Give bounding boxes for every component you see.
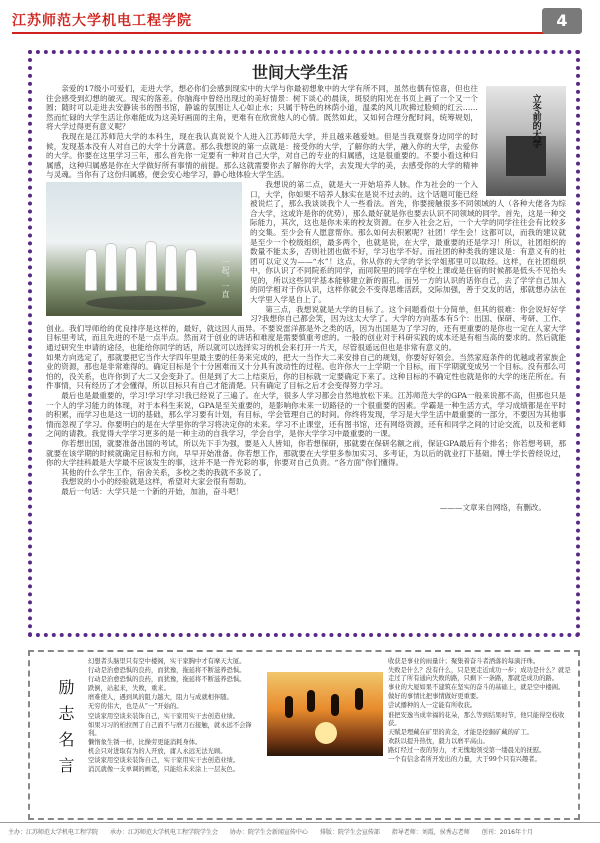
motto-item: 谁把安逸当成幸福的花朵，那么等到结果时节，他只能得空枝收获。 xyxy=(388,711,565,727)
motto-list-right xyxy=(388,658,573,765)
motto-item: 无穷的伟大，也是从“一”开始的。 xyxy=(88,703,183,711)
paragraph: 最后也是最重要的，学习!学习!学习!我已经说了三遍了。在大学，很多人学习都会自然地放松下来。江苏师范大学的GPA一般来说都不高，但那也只是一个人的学习能力的体现，对于本科生来说，GPA是至关重要的，是影响你未来一切路径的一个很重要的因素。学霸是一种生活方式，学习成绩都是在平时的积累，而学习也是这一切的基础，那么学习要有计划，有目标，学会管理自己的时间。你终将发现，学习是大学生活中最重要的一部分，不要因为其他事情而忽视了学习。你要明白的是在大学里你的学习将决定你的未来。学习不止课堂，还有图书馆，还有网络资源，还有和同学之间的讨论交流，以及和老师之间的请教。我觉得大学学习更多的是一种主动的自我学习，学会自学，是你大学学习中最重要的一课。 xyxy=(46,391,566,439)
page-number: 4 xyxy=(542,8,582,34)
motto-item: 懒惰象生锈一样，比操劳更能消耗身体。 xyxy=(88,738,202,746)
jumper-silhouette xyxy=(285,696,293,718)
student-figure xyxy=(106,244,116,290)
paragraph: 我想说的小小的经验就是这样，希望对大家会很有帮助。 xyxy=(61,477,252,487)
motto-item: 机会只对进取有为的人开放，庸人永远无法光顾。 xyxy=(88,747,227,755)
paragraph: 最后一句话：大学只是一个新的开始，加油，奋斗吧！ xyxy=(61,486,244,496)
motto-list-left xyxy=(88,658,263,775)
paragraph: 我想说的第二点，就是大一开始培养人脉。作为社会的一个入口，大学，你如果不培养人脉实在是说不过去的。这个话题可能已经被说烂了，那么我谈谈我个人一些看法。首先，你要接触很多不同领域的人（各种大佬各为综合大学，这或许是你的优势），那么最好就是你也要去认识不同领域的同学。首先，这是一种交际能力，其次，这也是你未来的校友资源。在步入社会之后，一个大学的同学往往会有比较多的交集。至少会有人愿意帮你。那么如何去积累呢？社团！学生会！这都可以，而我的建议就是至少一个校级组织，最多两个，也就是说，在大学，最重要的还是学习！所以，社团组织的数量不能太多，否则社团也做不好，学习也学不好。而社团的种类我的建议是：有意义有的社团可以定义为——“水”！这点，你从你的大学的学长学姐那里可以取经。这样，在社团组织中，你认识了不同院系的同学，而同院里的同学在学校上课或是住宿的时候都是低头不见抬头见的，所以这些同学基本能够建立新的面孔。而另一方的认识的话你自己，去了学学自己加入的同学相对于你认识，这样你就会不变得思维活跃，交际加强，善于交友的话，那就想办法在大学里入学是自上了。 xyxy=(250,179,566,305)
student-figure xyxy=(166,246,176,290)
footer-item: 指导老师：刘霞，侯秀志老师 xyxy=(391,829,470,836)
student-figure xyxy=(86,250,96,290)
article-source: ———文章来自网络，有删改。 xyxy=(439,502,546,512)
motto-item: 跌倒，站起来，失败，重来。 xyxy=(88,685,170,693)
motto-item: 行动是治愈恐惧的良药，而犹豫，拖延将不断滋养恐惧。 xyxy=(88,667,246,675)
student-figure xyxy=(186,250,196,290)
footer-item: 协办：院学生会新闻宣传中心 xyxy=(229,829,308,836)
page-header xyxy=(0,0,600,38)
motto-item: 事业的大厦如果不建筑在坚实的奋斗的基础上，就是空中楼阁。 xyxy=(388,684,565,692)
motto-item: 如果习习的柏拉图了自己面不与磨刀石接触，就永远不会锋利。 xyxy=(88,721,252,737)
campus-photo-caption: 立冬前的大学 xyxy=(530,94,541,148)
paragraph: 其他的什么学生工作，宿舍关系，多校之类的我就不多说了。 xyxy=(61,467,267,477)
school-name: 江苏师范大学机电工程学院 xyxy=(12,13,192,29)
sunset-jump-photo xyxy=(267,672,383,756)
paragraph: 我现在是江苏师范大学的本科生，现在我认真说说个人进入江苏师范大学，并且越来越爱她。但是当我观察身边同学的时候，发现基本没有人对自己的大学十分满意。那么我想说的第一点就是：接受你的大学，了解你的大学，融入你的大学，去爱你的大学。你要在这里学习三年，那么首先你一定要有一种对自己大学，对自己的专业的归属感，这是很重要的。不要小看这种归属感，这种归属感是你在大学做好所有事情的前提。那么这就需要你去了解你的大学，去发现大学的美，去感受你的大学的精神与灵魂。当你有了这份归属感，便会安心地学习，静心地体验大学生活。 xyxy=(46,131,478,180)
motto-item: 失败是什么？没有什么，只是更走近成功一步；成功是什么？就是走过了所有通向失败的路，只剩下一条路，那就是成功的路。 xyxy=(388,667,571,683)
students-photo xyxy=(46,182,242,316)
paragraph: 第三点，我想说就是大学的目标了。这个问题看似十分简单，但其的很难：你会说好好学习?我想你自己都会笑，因为这太大学了。大学的方向基本有5个：出国、保研、考研、工作、创业。我们导师给的优良排序是这样的，最好，就这因人而异。不要说雷洋都是外之类的话，因为出国是为了学习的，还有更重要的是你也一定在人家大学目标里考试，而且先进的不是一点半点。然而对于创业的讲话和难度是需要慎重考虑的。一般的创业对于科研实践的成本还是有相当高的要求的。然后就能通过研究生申请的途径，也能给你同学的话，所以就可以选择实习的机会来打开一片天，尽管很遥远但也是非常有意义的。 xyxy=(46,304,566,353)
motto-item: 幻想者头脑里只有空中楼阁，实干家胸中才有摩天大厦。 xyxy=(88,658,246,665)
jumper-silhouette xyxy=(307,690,315,712)
students-photo-caption: 一起，一直 xyxy=(221,257,230,298)
motto-item: 做好的事情比把事情做好更重要。 xyxy=(388,693,483,701)
student-figure xyxy=(126,248,136,290)
sun xyxy=(315,722,337,744)
motto-item: 天赋是埋藏在矿里的黄金，才能是挖掘矿藏的矿工。 xyxy=(388,728,533,736)
footer-item: 排版：院学生会宣传部 xyxy=(319,829,380,836)
motto-item: 欢跃以提升热忱，毅力以磨平高山。 xyxy=(388,737,489,745)
paragraph: 亲爱的17级小可爱们，走进大学，想必你们会感到现实中的大学与你最初想象中的大学有所不同，虽然也偶有惊喜，但也往往会感受到幻想的破灭。现实的落差。你脑海中曾经出现过的美好情景：树下谈心的晨读，斑驳的阳光在书页上画了一个又一个圆；随时可以走进去安静读书的图书馆，静谧的氛围让人心如止水；只属于特色的林荫小道，温柔的风儿吹拂过脸颊的红云……然而忙碌的大学生活让你难能成为这美好画面的主角，更难有在欣赏他人的心情。既然如此，又如何合理分配时间，统筹规划，将大学过得更有意义呢？ xyxy=(46,84,478,132)
student-figure xyxy=(146,242,156,290)
motto-item: 空谈家用空谈来装饰自己，实干家用实干去创造业绩。 xyxy=(88,757,240,765)
motto-section xyxy=(28,650,580,820)
motto-heading: 励志名言 xyxy=(56,679,75,783)
article-body xyxy=(46,84,566,512)
motto-item: 路灯经过一夜的努力，才无愧地领受第一缕晨光的抚慰。 xyxy=(388,746,546,754)
motto-item: 尝试播种的人一定能有所收获。 xyxy=(388,702,477,710)
header-divider xyxy=(12,32,547,34)
jumper-silhouette xyxy=(355,688,363,710)
motto-item: 磨难使人，遇到风的阻力越大，阻力与成就相伴随。 xyxy=(88,694,233,702)
paragraph: 如果方向选定了，那就要把它当作大学四年里最主要的任务来完成的，把大一当作大二来安排自己的规划，你要好好领会。当然家庭条件的优越或者家族企业的资源，那也是非常难得的。确定目标是个十分困难而又十分具有波动性的过程。也许你大一上学期一个目标，而下学期就变成另一个目标。没有那么可怕的，没关系，也许你到了大二又会变卦了。但是到了大二上结束后，你的目标就一定要确定下来了。这种目标的不确定性也就是你的大学的迷茫所在。有件事情，只有经历了才会懂得，所以目标只有自己才能清楚。只有确定了目标之后才会变得努力学习。 xyxy=(46,352,566,391)
motto-item: 行动是治愈恐惧的良药，而犹豫，拖延将不断滋养恐惧。 xyxy=(88,676,246,684)
paragraph: 你若想出国，就要准备出国的考试，所以先下手为强，要是入人皆知，你若想保研，那就要在保研名额之前，保证GPA最后有个排名；你若想考研，那就要在该学期的时候就确定目标和方向，早早开始准备。你若想工作，那就要在大学里多参加实习、多考证，为以后的就业打下基础。博士学长曾经说过，你的大学挂科最是大学最不应该发生的事，这并不是一件光彩的事，你要对自己负责。“各方面”你们懂得。 xyxy=(46,438,566,468)
ground-shadow xyxy=(86,296,206,310)
motto-item: 消沉就像一支单调的画笔，只能给未来涂上一层灰色。 xyxy=(88,766,240,774)
motto-item: 一个有信念者所开发出的力量，大于99个只有兴趣者。 xyxy=(388,756,541,764)
article-title: 世间大学生活 xyxy=(251,63,348,82)
page-footer xyxy=(0,822,600,843)
motto-item: 收获是事业的雨量计；聚集着奋斗者洒落的每滴汗珠。 xyxy=(388,658,540,665)
footer-item: 承办：江苏师范大学机电工程学院学生会 xyxy=(109,829,218,836)
jumper-silhouette xyxy=(331,694,339,716)
campus-photo xyxy=(486,86,566,196)
footer-item: 创刊：2016年十月 xyxy=(481,829,533,836)
motto-item: 空谈家用空谈来装饰自己，实干家用实干去创造业绩。 xyxy=(88,712,240,720)
footer-item: 主办：江苏师范大学机电工程学院 xyxy=(8,829,99,836)
